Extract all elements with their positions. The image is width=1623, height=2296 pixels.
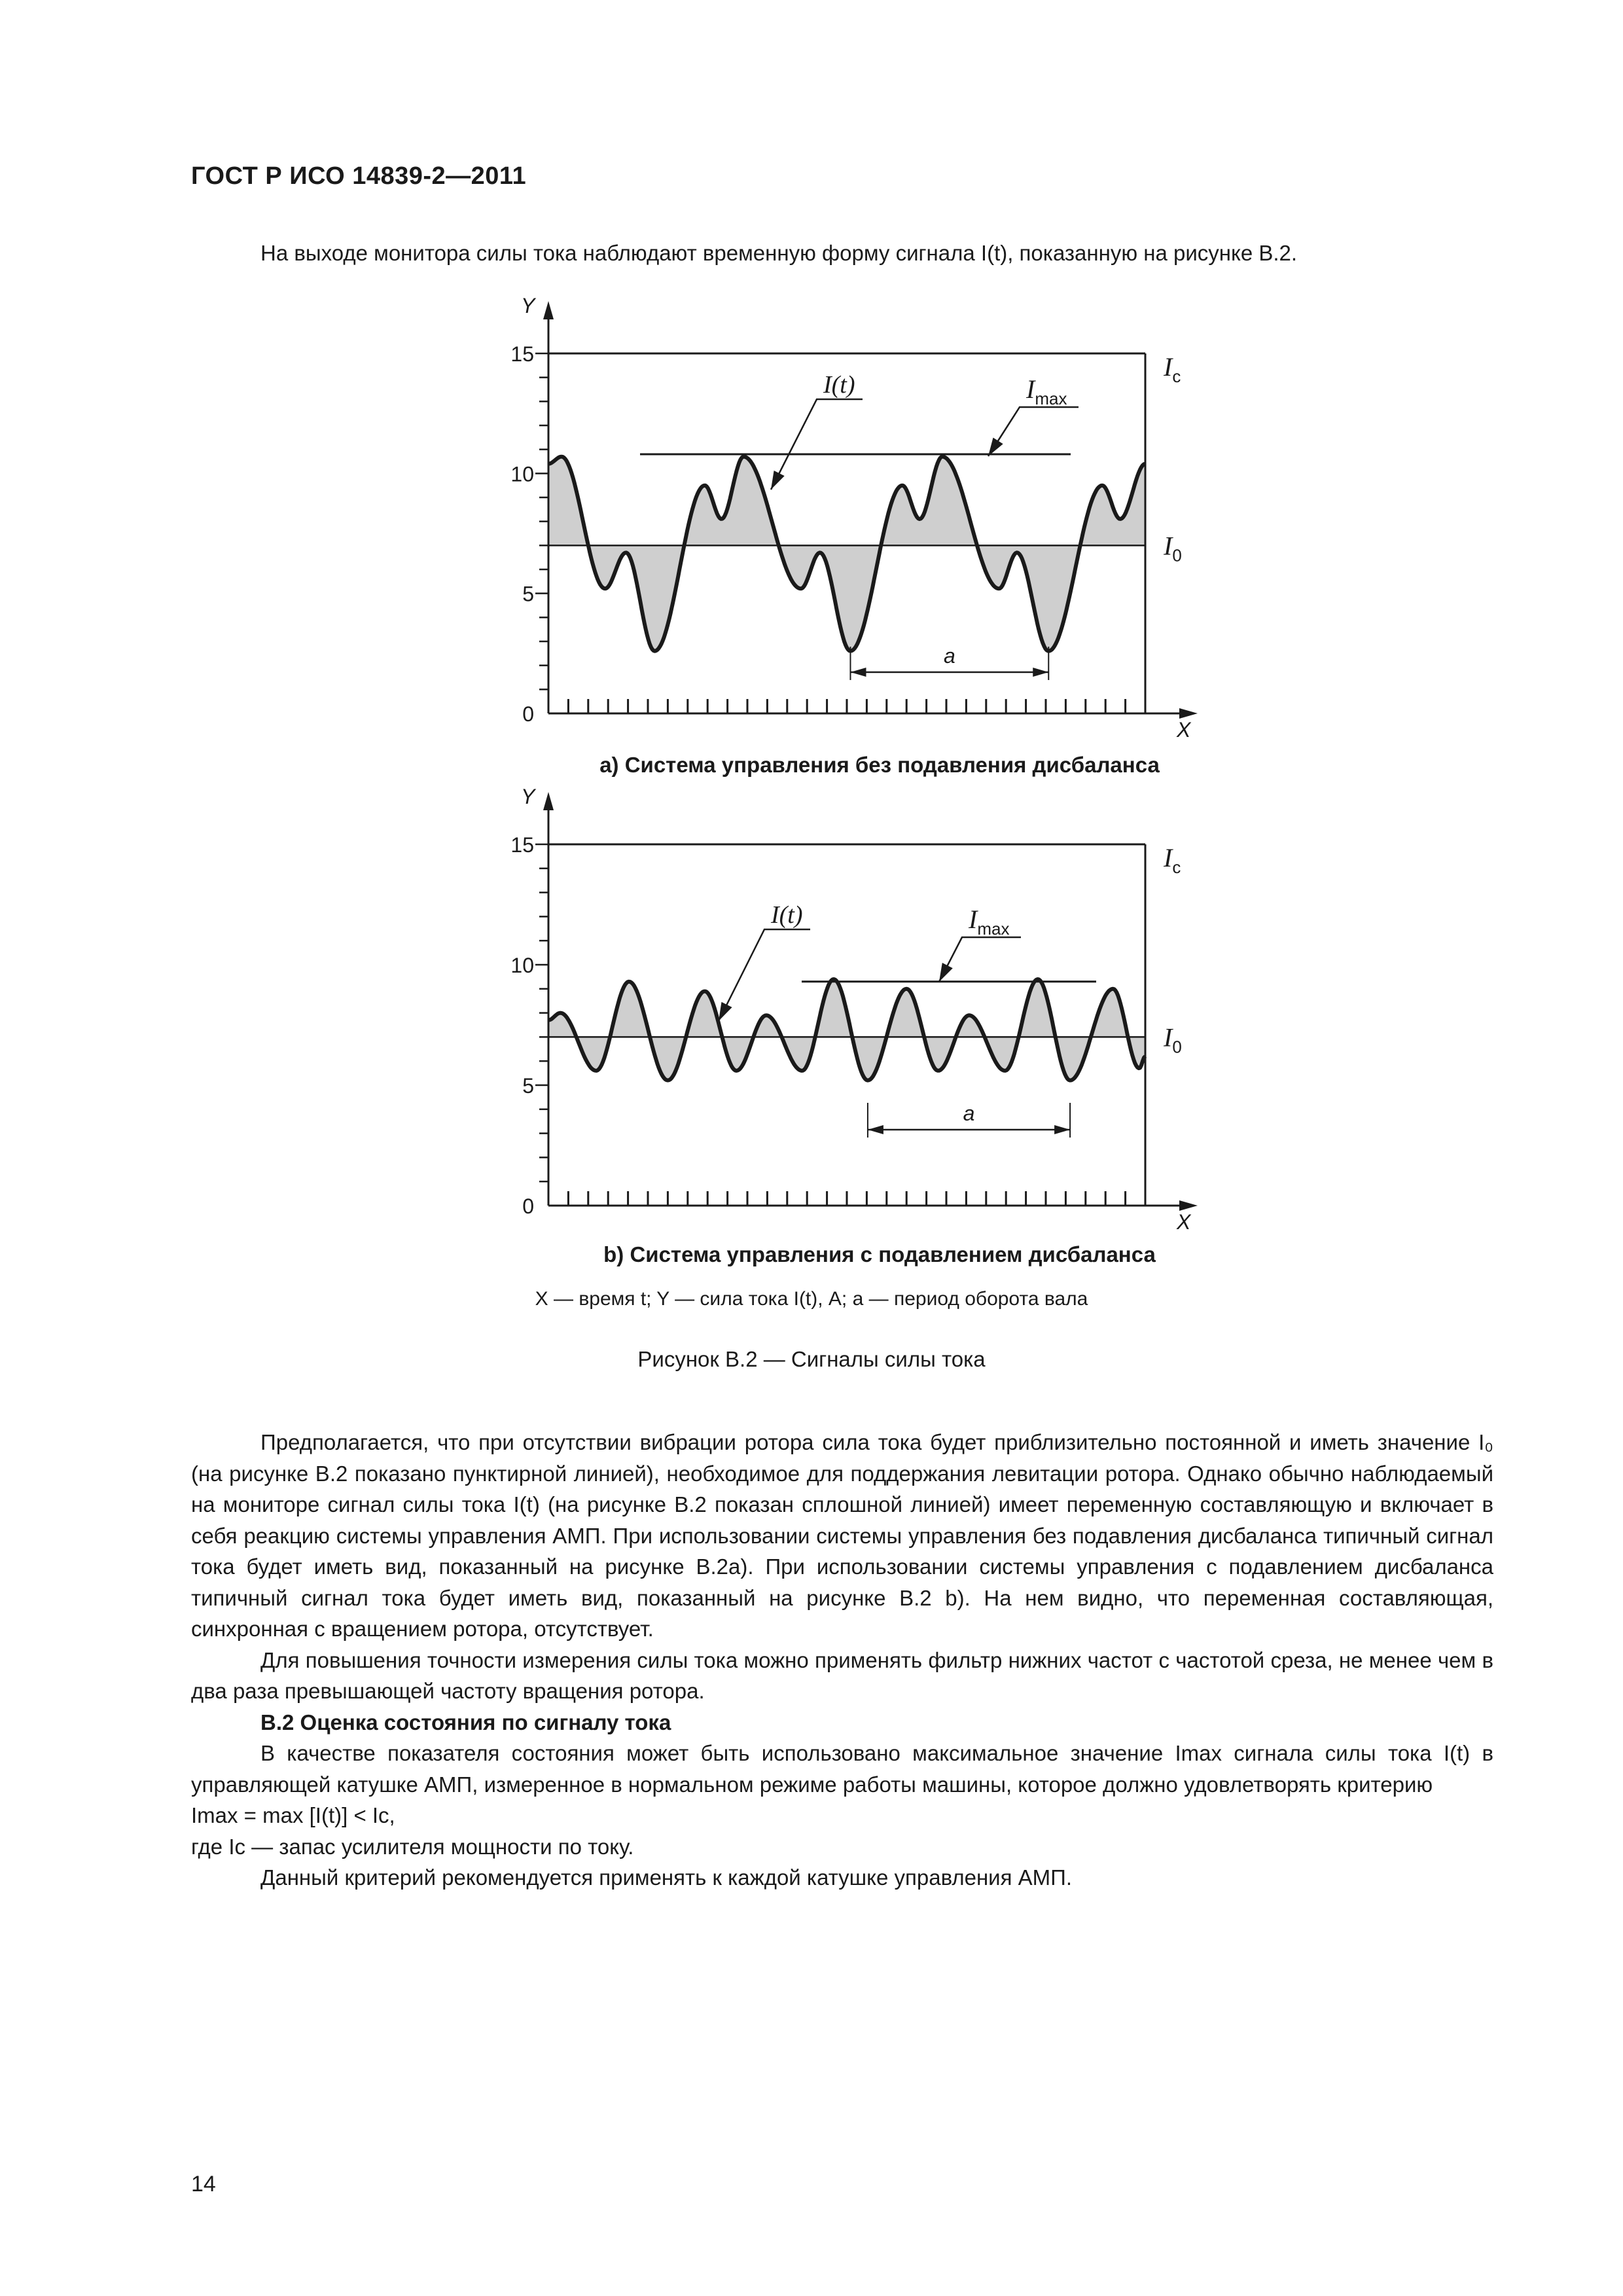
period-arrow-left-icon — [868, 1125, 883, 1134]
period-label: a — [963, 1102, 975, 1125]
figure-legend: X — время t; Y — сила тока I(t), А; a — период оборота вала — [535, 1288, 1088, 1310]
signal-label: I(t) — [771, 901, 803, 929]
paragraph-2: Для повышения точности измерения силы тока можно применять фильтр нижних частот с частотой среза, не менее чем в два раза превышающей частоту вращения ротора. — [191, 1647, 1493, 1703]
imax-arrow-icon — [939, 963, 953, 982]
y-axis-arrow-icon — [543, 792, 554, 810]
signal-arrow-icon — [771, 471, 785, 490]
x-axis-arrow-icon — [1179, 708, 1198, 719]
x-axis-arrow-icon — [1179, 1200, 1198, 1211]
paragraph-1: Предполагается, что при отсутствии вибрации ротора сила тока будет приблизительно постоянной и иметь значение I₀ (на рисунке В.2 показано пунктирной линией), необходимое для поддержания левитации ротора. Однако обычно наблюдаемый на мониторе сигнал силы тока I(t) (на рисунке В.2 показан сплошной линией) имеет переменную составляющую и включает в себя реакцию системы управления АМП. При использовании системы управления без подавления дисбаланса типичный сигнал тока будет иметь вид, показанный на рисунке В.2а). При использовании системы управления с подавлением дисбаланса типичный сигнал тока будет иметь вид, показанный на рисунке В.2 b). На нем видно, что переменная составляющая, синхронная с вращением ротора, отсутствует. — [191, 1430, 1493, 1641]
y-tick-label: 5 — [522, 1074, 534, 1098]
body-text — [191, 1427, 1493, 1893]
section-heading: В.2 Оценка состояния по сигналу тока — [260, 1710, 671, 1734]
period-arrow-right-icon — [1033, 668, 1048, 677]
y-tick-label: 0 — [522, 702, 534, 726]
signal-leader — [719, 929, 810, 1021]
imax-label: $I_{max}$ — [1026, 374, 1067, 408]
y-axis-label: Y — [521, 294, 535, 317]
panel-b — [510, 785, 1198, 1266]
panel-caption: а) Система управления без подавления дисбаланса — [599, 753, 1160, 777]
y-tick-label: 10 — [510, 462, 534, 486]
page-number: 14 — [191, 2172, 216, 2197]
imax-leader — [988, 407, 1079, 456]
i0-label: $I_0$ — [1164, 531, 1182, 565]
imax-leader — [939, 937, 1021, 982]
panel-a — [510, 294, 1198, 777]
signal-label: I(t) — [823, 371, 855, 399]
paragraph-4: где Ic — запас усилителя мощности по току. — [191, 1834, 634, 1859]
signal-leader — [771, 399, 863, 490]
i0-label: $I_0$ — [1164, 1022, 1182, 1057]
intro-paragraph: На выходе монитора силы тока наблюдают временную форму сигнала I(t), показанную на рисунке В.2. — [260, 241, 1298, 265]
x-axis-label: X — [1177, 1210, 1191, 1234]
period-arrow-left-icon — [850, 668, 866, 677]
y-axis-label: Y — [521, 785, 535, 808]
ic-label: $I_c$ — [1164, 843, 1181, 877]
y-axis-arrow-icon — [543, 301, 554, 319]
document-header: ГОСТ Р ИСО 14839-2—2011 — [191, 162, 527, 190]
deviation-fill — [548, 457, 1145, 651]
y-tick-label: 5 — [522, 582, 534, 606]
ic-label: $I_c$ — [1164, 352, 1181, 386]
y-tick-label: 15 — [510, 833, 534, 857]
criterion-formula: Imax = max [I(t)] < Ic, — [191, 1803, 395, 1827]
y-tick-label: 10 — [510, 954, 534, 977]
y-tick-label: 15 — [510, 342, 534, 366]
panel-caption: b) Система управления с подавлением дисбаланса — [603, 1242, 1156, 1266]
period-label: a — [943, 644, 955, 668]
x-axis-label: X — [1177, 718, 1191, 742]
figure-caption: Рисунок В.2 — Сигналы силы тока — [637, 1347, 986, 1371]
signal-arrow-icon — [719, 1002, 732, 1021]
y-tick-label: 0 — [522, 1194, 534, 1218]
period-arrow-right-icon — [1054, 1125, 1070, 1134]
paragraph-3: В качестве показателя состояния может быть использовано максимальное значение Imax сигнала силы тока I(t) в управляющей катушке АМП, измеренное в нормальном режиме работы машины, которое должно удовлетворять критерию — [191, 1741, 1493, 1797]
paragraph-5: Данный критерий рекомендуется применять к каждой катушке управления АМП. — [260, 1865, 1073, 1890]
imax-label: $I_{max}$ — [969, 905, 1010, 939]
